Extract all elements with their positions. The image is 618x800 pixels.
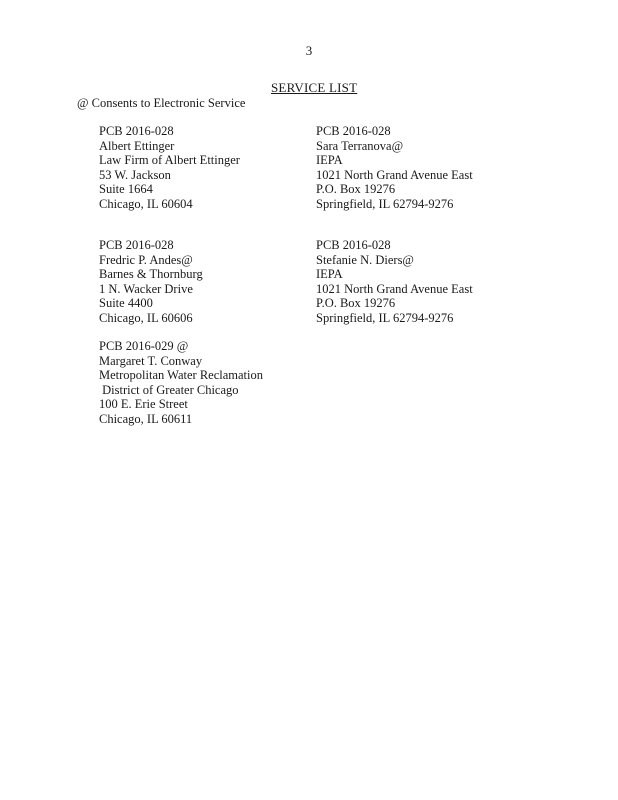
city-state-zip: Chicago, IL 60611	[99, 411, 193, 426]
service-entry-andes	[99, 238, 203, 325]
service-entry-terranova	[316, 124, 473, 211]
case-number: PCB 2016-028	[99, 124, 174, 138]
city-state-zip: Springfield, IL 62794-9276	[316, 310, 454, 325]
service-entry-diers	[316, 238, 473, 325]
street-address: 1021 North Grand Avenue East	[316, 281, 473, 296]
street-address: 100 E. Erie Street	[99, 397, 188, 411]
organization-continued: District of Greater Chicago	[99, 382, 239, 397]
organization: IEPA	[316, 267, 343, 281]
contact-name: Margaret T. Conway	[99, 353, 203, 368]
page-number: 3	[305, 43, 313, 58]
service-list-title: SERVICE LIST	[271, 80, 358, 95]
case-number: PCB 2016-028	[316, 238, 391, 252]
street-address: 1021 North Grand Avenue East	[316, 167, 473, 182]
organization: IEPA	[316, 153, 343, 167]
city-state-zip: Chicago, IL 60606	[99, 310, 193, 325]
contact-name: Fredric P. Andes@	[99, 252, 193, 267]
contact-name: Sara Terranova@	[316, 138, 404, 153]
po-box: P.O. Box 19276	[316, 182, 396, 196]
service-entry-conway	[99, 339, 263, 426]
city-state-zip: Chicago, IL 60604	[99, 196, 193, 211]
organization: Barnes & Thornburg	[99, 267, 203, 281]
contact-name: Stefanie N. Diers@	[316, 252, 414, 267]
service-entry-ettinger	[99, 124, 240, 211]
case-number: PCB 2016-028	[99, 238, 174, 252]
organization: Metropolitan Water Reclamation	[99, 368, 263, 382]
suite: Suite 4400	[99, 296, 153, 310]
city-state-zip: Springfield, IL 62794-9276	[316, 196, 454, 211]
street-address: 53 W. Jackson	[99, 167, 171, 182]
case-number: PCB 2016-029 @	[99, 339, 189, 353]
contact-name: Albert Ettinger	[99, 138, 175, 153]
consent-note: @ Consents to Electronic Service	[77, 96, 246, 110]
case-number: PCB 2016-028	[316, 124, 391, 138]
organization: Law Firm of Albert Ettinger	[99, 153, 240, 167]
suite: Suite 1664	[99, 182, 153, 196]
street-address: 1 N. Wacker Drive	[99, 281, 193, 296]
po-box: P.O. Box 19276	[316, 296, 396, 310]
